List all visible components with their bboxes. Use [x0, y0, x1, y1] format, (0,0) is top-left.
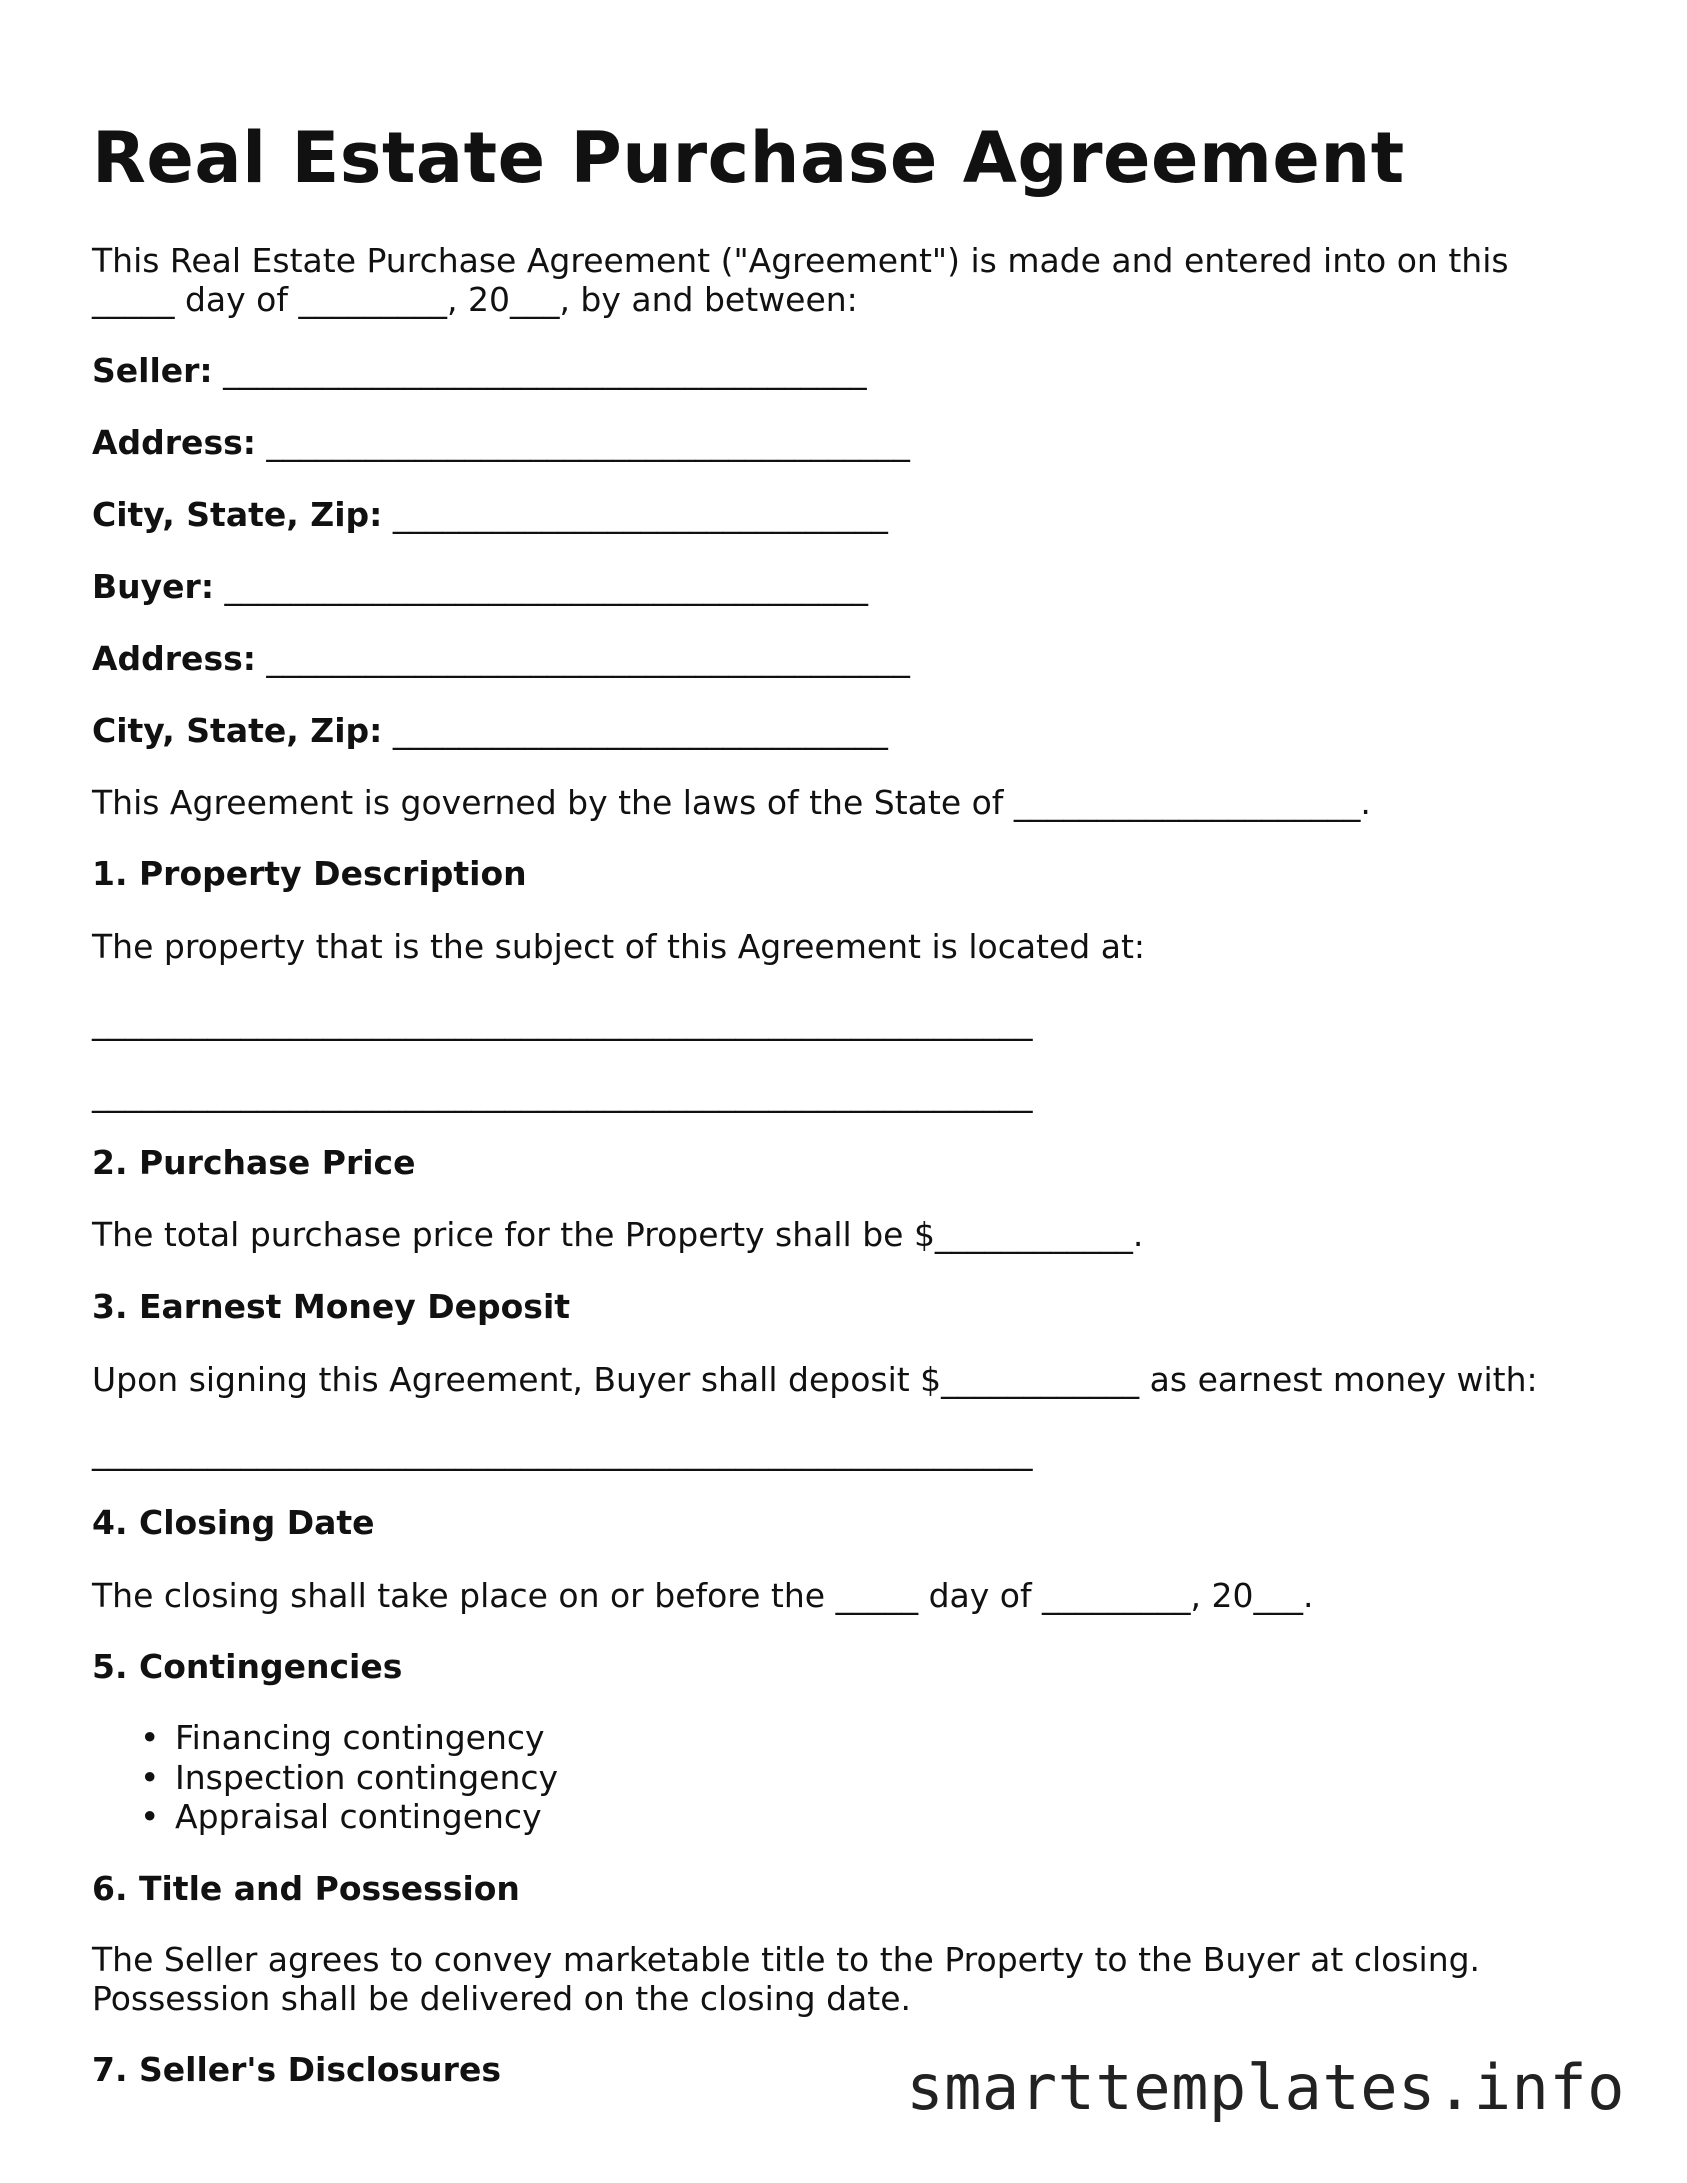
- bullet-icon: •: [140, 1757, 160, 1797]
- property-text: The property that is the subject of this Agreement is located at:: [92, 927, 1146, 966]
- seller-blank: _______________________________________: [212, 351, 867, 390]
- earnest-holder-line: _________________________________________________________: [92, 1432, 1033, 1471]
- buyer-label: Buyer:: [92, 567, 215, 606]
- section-4-heading: 4. Closing Date: [92, 1503, 375, 1542]
- contingencies-list: [92, 1718, 558, 1837]
- seller-address-blank: _______________________________________: [255, 423, 910, 462]
- buyer-address-label: Address:: [92, 639, 256, 678]
- watermark: smarttemplates.info: [906, 2051, 1625, 2124]
- buyer-address-blank: _______________________________________: [255, 639, 910, 678]
- section-1-heading: 1. Property Description: [92, 854, 527, 893]
- intro-line-1: This Real Estate Purchase Agreement ("Agreement") is made and entered into on this: [92, 241, 1509, 280]
- purchase-price-text: The total purchase price for the Property shall be $____________.: [92, 1215, 1144, 1254]
- seller-address-label: Address:: [92, 423, 256, 462]
- earnest-money-text: Upon signing this Agreement, Buyer shall deposit $____________ as earnest money with:: [92, 1360, 1538, 1399]
- property-line-1: _________________________________________________________: [92, 1002, 1033, 1041]
- seller-city-label: City, State, Zip:: [92, 495, 383, 534]
- closing-date-text: The closing shall take place on or before the _____ day of _________, 20___.: [92, 1576, 1314, 1615]
- governing-law-text: This Agreement is governed by the laws of the State of _____________________.: [92, 783, 1371, 822]
- title-possession-line-1: The Seller agrees to convey marketable title to the Property to the Buyer at closing.: [92, 1940, 1481, 1979]
- list-item: [92, 1797, 558, 1837]
- contingency-financing: Financing contingency: [175, 1718, 545, 1757]
- contingency-appraisal: Appraisal contingency: [175, 1797, 542, 1836]
- seller-label: Seller:: [92, 351, 213, 390]
- seller-field: [92, 351, 867, 390]
- list-item: [92, 1718, 558, 1758]
- section-6-heading: 6. Title and Possession: [92, 1869, 520, 1908]
- list-item: [92, 1758, 558, 1798]
- buyer-city-label: City, State, Zip:: [92, 711, 383, 750]
- contingency-inspection: Inspection contingency: [175, 1757, 559, 1797]
- intro-line-2: _____ day of _________, 20___, by and between:: [92, 280, 858, 319]
- section-3-heading: 3. Earnest Money Deposit: [92, 1287, 571, 1326]
- bullet-icon: •: [140, 1797, 160, 1836]
- buyer-city-field: [92, 711, 888, 750]
- buyer-address-field: [92, 639, 910, 678]
- section-7-heading: 7. Seller's Disclosures: [92, 2050, 501, 2089]
- document-title: Real Estate Purchase Agreement: [92, 117, 1405, 199]
- seller-address-field: [92, 423, 910, 462]
- seller-city-field: [92, 495, 888, 534]
- seller-city-blank: ______________________________: [382, 495, 888, 534]
- buyer-field: [92, 567, 868, 606]
- title-possession-line-2: Possession shall be delivered on the closing date.: [92, 1979, 912, 2018]
- section-2-heading: 2. Purchase Price: [92, 1143, 416, 1182]
- buyer-blank: _______________________________________: [214, 567, 869, 606]
- buyer-city-blank: ______________________________: [382, 711, 888, 750]
- property-line-2: _________________________________________________________: [92, 1074, 1033, 1113]
- section-5-heading: 5. Contingencies: [92, 1647, 403, 1686]
- bullet-icon: •: [140, 1718, 160, 1757]
